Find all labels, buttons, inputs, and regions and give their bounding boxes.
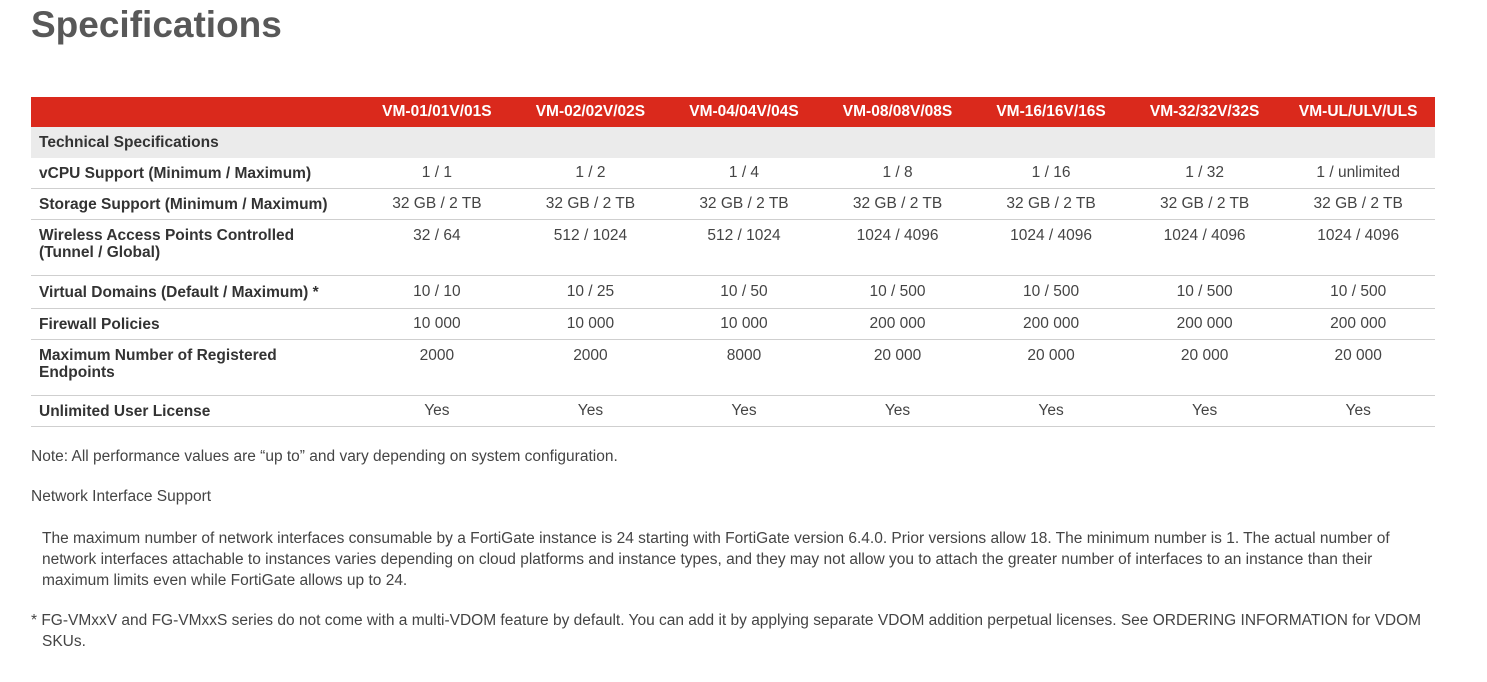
row-label: Unlimited User License bbox=[31, 396, 360, 427]
column-header: VM-UL/ULV/ULS bbox=[1298, 103, 1418, 120]
table-cell: 10 / 500 bbox=[1281, 276, 1435, 309]
table-cell: 8000 bbox=[667, 340, 821, 396]
column-header: VM-04/04V/04S bbox=[689, 103, 799, 120]
table-cell: 1 / 8 bbox=[821, 158, 975, 189]
table-row bbox=[31, 158, 1435, 189]
column-header: VM-16/16V/16S bbox=[996, 103, 1106, 120]
column-header: VM-02/02V/02S bbox=[535, 103, 646, 120]
row-label: Maximum Number of Registered Endpoints bbox=[31, 340, 360, 396]
table-cell: 10 / 500 bbox=[821, 276, 975, 309]
table-cell: 10 / 25 bbox=[514, 276, 668, 309]
table-cell: 2000 bbox=[360, 340, 514, 396]
column-header: VM-01/01V/01S bbox=[382, 103, 492, 120]
row-label: Virtual Domains (Default / Maximum) * bbox=[31, 276, 360, 309]
table-cell: 32 GB / 2 TB bbox=[1128, 189, 1282, 220]
table-cell: Yes bbox=[667, 396, 821, 427]
table-cell: 10 / 500 bbox=[1128, 276, 1282, 309]
table-cell: 1024 / 4096 bbox=[974, 220, 1128, 276]
table-cell: 200 000 bbox=[1281, 309, 1435, 340]
table-cell: 512 / 1024 bbox=[514, 220, 668, 276]
table-cell: 32 GB / 2 TB bbox=[974, 189, 1128, 220]
column-header: VM-08/08V/08S bbox=[842, 103, 953, 120]
row-label: Firewall Policies bbox=[31, 309, 360, 340]
row-label: vCPU Support (Minimum / Maximum) bbox=[31, 158, 360, 189]
table-cell: 1024 / 4096 bbox=[821, 220, 975, 276]
table-cell: 1 / 1 bbox=[360, 158, 514, 189]
table-row bbox=[31, 276, 1435, 309]
table-cell: 512 / 1024 bbox=[667, 220, 821, 276]
table-cell: 200 000 bbox=[1128, 309, 1282, 340]
table-cell: 20 000 bbox=[1128, 340, 1282, 396]
table-row bbox=[31, 340, 1435, 396]
performance-note: Note: All performance values are “up to” and vary depending on system configuration. bbox=[31, 448, 618, 465]
interface-support-heading: Network Interface Support bbox=[31, 488, 212, 505]
table-cell: 1024 / 4096 bbox=[1281, 220, 1435, 276]
table-cell: 20 000 bbox=[974, 340, 1128, 396]
table-cell: Yes bbox=[514, 396, 668, 427]
table-cell: 10 000 bbox=[360, 309, 514, 340]
table-row bbox=[31, 396, 1435, 427]
row-label: Storage Support (Minimum / Maximum) bbox=[31, 189, 360, 220]
table-cell: 200 000 bbox=[974, 309, 1128, 340]
table-cell: Yes bbox=[974, 396, 1128, 427]
table-cell: 10 / 10 bbox=[360, 276, 514, 309]
table-cell: 10 000 bbox=[667, 309, 821, 340]
table-cell: Yes bbox=[1281, 396, 1435, 427]
table-cell: 1 / 4 bbox=[667, 158, 821, 189]
table-cell: 32 GB / 2 TB bbox=[667, 189, 821, 220]
table-row bbox=[31, 309, 1435, 340]
table-cell: Yes bbox=[1128, 396, 1282, 427]
column-header: VM-32/32V/32S bbox=[1149, 103, 1260, 120]
header-blank-cell bbox=[31, 97, 360, 127]
table-cell: 1024 / 4096 bbox=[1128, 220, 1282, 276]
table-header-row bbox=[31, 97, 1435, 127]
table-cell: 10 / 500 bbox=[974, 276, 1128, 309]
table-cell: 32 GB / 2 TB bbox=[821, 189, 975, 220]
table-cell: Yes bbox=[360, 396, 514, 427]
table-row bbox=[31, 220, 1435, 276]
table-cell: 10 000 bbox=[514, 309, 668, 340]
table-row bbox=[31, 189, 1435, 220]
page-title: Specifications bbox=[31, 4, 282, 45]
table-cell: 20 000 bbox=[821, 340, 975, 396]
table-cell: 1 / 16 bbox=[974, 158, 1128, 189]
specifications-table bbox=[31, 97, 1435, 427]
table-cell: 32 GB / 2 TB bbox=[514, 189, 668, 220]
table-cell: 32 / 64 bbox=[360, 220, 514, 276]
table-cell: 1 / unlimited bbox=[1281, 158, 1435, 189]
row-label: Wireless Access Points Controlled (Tunnel / Global) bbox=[31, 220, 360, 276]
interface-support-text: The maximum number of network interfaces consumable by a FortiGate instance is 24 starting with FortiGate version 6.4.0. Prior versions allow 18. The minimum number is 1. The actual number of network interfaces attachable to instances varies depending on cloud platforms and instance types, and they may not allow you to attach the greater number of interfaces to an instance than their maximum limits even while FortiGate allows up to 24. bbox=[42, 530, 1390, 589]
table-cell: Yes bbox=[821, 396, 975, 427]
vdom-footnote: * FG-VMxxV and FG-VMxxS series do not come with a multi-VDOM feature by default. You can add it by applying separate VDOM addition perpetual licenses. See ORDERING INFORMATION for VDOM SKUs. bbox=[31, 612, 1422, 650]
table-cell: 10 / 50 bbox=[667, 276, 821, 309]
table-cell: 1 / 2 bbox=[514, 158, 668, 189]
table-cell: 2000 bbox=[514, 340, 668, 396]
table-cell: 32 GB / 2 TB bbox=[1281, 189, 1435, 220]
section-row bbox=[31, 127, 1435, 158]
section-title: Technical Specifications bbox=[39, 133, 219, 151]
table-cell: 32 GB / 2 TB bbox=[360, 189, 514, 220]
table-cell: 20 000 bbox=[1281, 340, 1435, 396]
table-cell: 1 / 32 bbox=[1128, 158, 1282, 189]
table-cell: 200 000 bbox=[821, 309, 975, 340]
